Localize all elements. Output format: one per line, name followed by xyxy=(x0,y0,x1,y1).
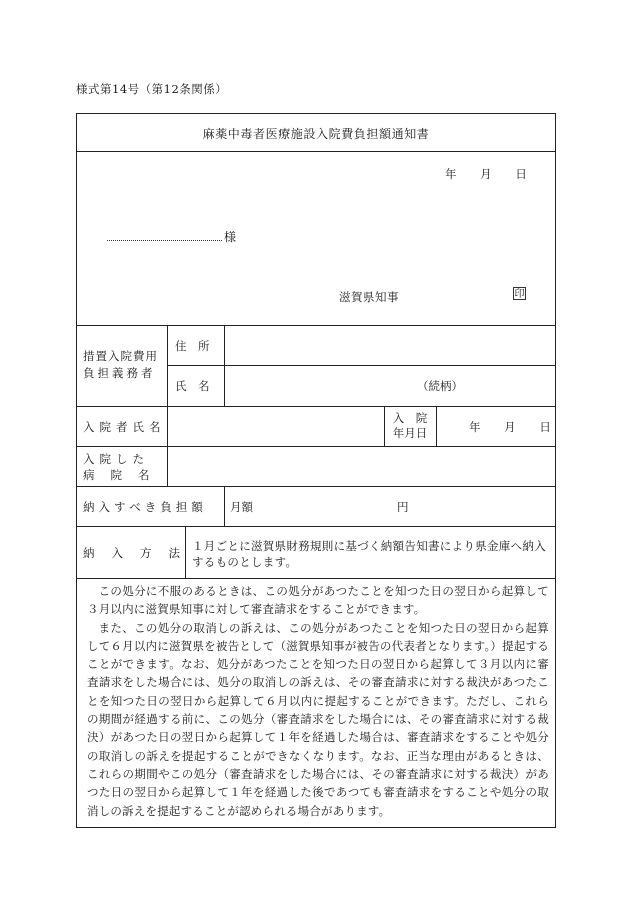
payment-method-label: 納入方法 xyxy=(83,546,197,560)
form-title: 麻薬中毒者医療施設入院費負担額通知書 xyxy=(202,127,430,141)
admission-day-label: 日 xyxy=(539,420,551,434)
burden-label: 納入すべき負担額 xyxy=(83,500,207,514)
payer-label xyxy=(83,348,158,382)
seal-icon: 印 xyxy=(514,289,525,300)
payer-label-line2: 負担義務者 xyxy=(83,366,156,380)
issuer-name: 滋賀県知事 xyxy=(339,290,399,304)
form-number: 様式第14号（第12条関係） xyxy=(76,82,228,96)
divider xyxy=(77,446,555,447)
payment-method-text: １月ごとに滋賀県財務規則に基づく納額告知書により県金庫へ納入するものとします。 xyxy=(192,539,546,569)
appeal-notice xyxy=(87,582,549,820)
address-label: 住 所 xyxy=(175,339,210,353)
month-label: 月 xyxy=(480,167,492,181)
name-field[interactable] xyxy=(227,368,553,404)
relationship-label: （続柄） xyxy=(417,379,463,393)
notice-form xyxy=(76,113,556,828)
burden-amount-field[interactable] xyxy=(257,491,397,521)
admission-month-label: 月 xyxy=(504,420,516,434)
hospital-name-field[interactable] xyxy=(170,449,553,483)
year-label: 年 xyxy=(445,167,457,181)
divider xyxy=(224,486,225,526)
divider xyxy=(167,365,555,366)
divider xyxy=(77,406,555,407)
addressee-line[interactable] xyxy=(107,240,222,241)
monthly-label: 月額 xyxy=(230,500,253,514)
appeal-notice-paragraph-1: この処分に不服のあるときは、この処分があつたことを知つた日の翌日から起算して３月以内に滋賀県知事に対して審査請求をすることができます。 xyxy=(87,584,549,617)
admission-date-label xyxy=(391,411,429,441)
payer-label-line1: 措置入院費用 xyxy=(83,349,158,363)
appeal-notice-paragraph-2: また、この処分の取消しの訴えは、この処分があつたことを知つた日の翌日から起算して６月以内に滋賀県を被告として（滋賀県知事が被告の代表者となります。）提起することができます。なお、処分があつたことを知つた日の翌日から起算して３月以内に審査請求をした場合には、処分の取消しの訴えは、その審査請求に対する裁決があつたことを知つた日の翌日から起算して６月以内に提起することができます。ただし、これらの期間が経過する前に、この処分（審査請求をした場合には、その審査請求に対する裁決）があつた日の翌日から起算して１年を経過した場合は、審査請求をすることや処分の取消しの訴えを提起することができなくなります。なお、正当な理由があるときは、これらの期間やこの処分（審査請求をした場合には、その審査請求に対する裁決）があつた日の翌日から起算して１年を経過した後であつても審査請求をすることや処分の取消しの訴えを提起することが認められる場合があります。 xyxy=(87,620,549,818)
divider xyxy=(77,486,555,487)
divider xyxy=(77,526,555,527)
admission-year-label: 年 xyxy=(469,420,481,434)
name-label: 氏 名 xyxy=(175,379,210,393)
divider xyxy=(384,406,385,446)
addressee-suffix: 様 xyxy=(224,230,237,244)
divider xyxy=(185,526,186,578)
divider xyxy=(77,151,555,152)
hospital-label-line1: 入院した xyxy=(83,452,149,466)
address-field[interactable] xyxy=(227,328,553,364)
divider xyxy=(77,325,555,326)
hospital-label-line2: 病院名 xyxy=(83,468,166,482)
patient-name-field[interactable] xyxy=(170,409,380,443)
day-label: 日 xyxy=(515,167,527,181)
divider xyxy=(167,446,168,486)
divider xyxy=(167,406,168,446)
divider xyxy=(77,578,555,579)
admission-label-line1: 入 院 xyxy=(392,411,428,425)
hospital-label xyxy=(83,451,166,483)
issue-date xyxy=(445,166,527,182)
admission-label-line2: 年月日 xyxy=(392,426,428,440)
admission-date-field[interactable] xyxy=(469,419,551,435)
yen-label: 円 xyxy=(397,500,409,514)
patient-name-label: 入院者氏名 xyxy=(83,420,166,434)
divider xyxy=(436,406,437,446)
